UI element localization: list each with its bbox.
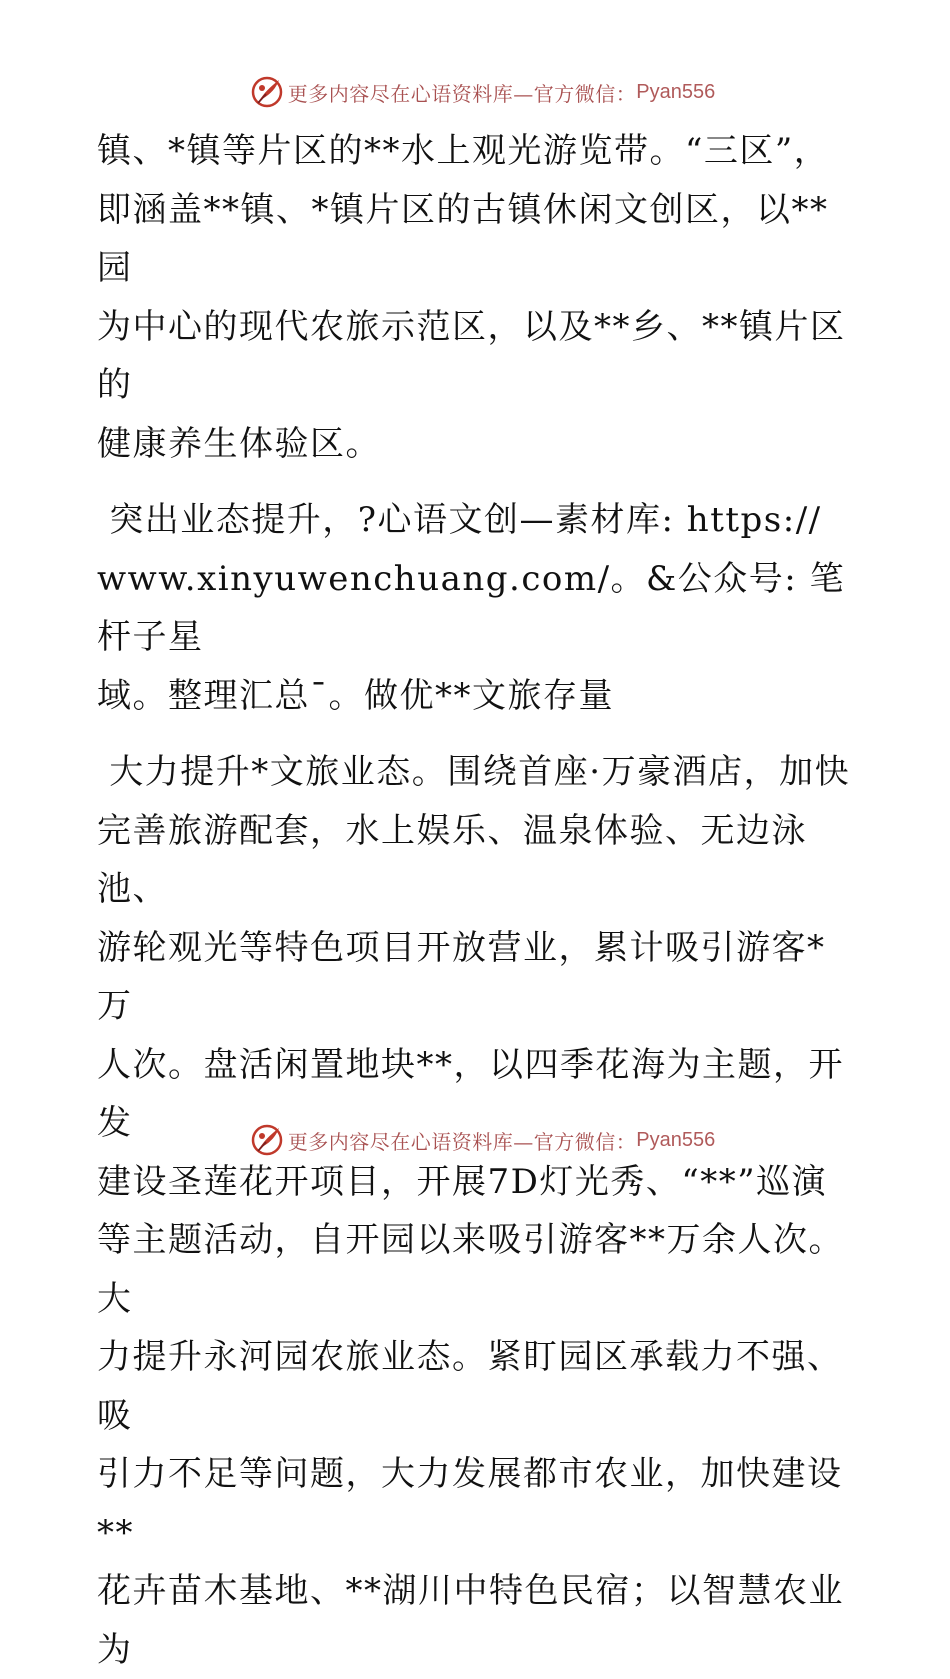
footer-banner-content bbox=[250, 1123, 715, 1157]
text-line: www.xinyuwenchuang.com/。&公众号: 笔杆子星 bbox=[97, 558, 846, 657]
text-line: 大力提升*文旅业态。围绕首座·万豪酒店，加快 bbox=[97, 752, 851, 792]
text-line: 域。整理汇总¯。做优**文旅存量 bbox=[97, 675, 614, 716]
text-line: 建设圣莲花开项目，开展7D灯光秀、“**”巡演 bbox=[97, 1161, 828, 1202]
text-line: 花卉苗木基地、**湖川中特色民宿；以智慧农业为 bbox=[97, 1571, 844, 1670]
paragraph-2 bbox=[97, 491, 857, 725]
text-line: 镇、*镇等片区的**水上观光游览带。“三区”， bbox=[97, 131, 830, 171]
feather-quill-logo-icon bbox=[250, 75, 284, 109]
paragraph-1 bbox=[97, 122, 857, 473]
text-line: 突出业态提升，?心语文创—素材库: https:// bbox=[97, 500, 822, 540]
header-banner-text: 更多内容尽在心语资料库—官方微信： bbox=[287, 81, 637, 106]
header-banner bbox=[0, 72, 950, 112]
paragraph-3 bbox=[97, 743, 857, 1679]
text-line: 游轮观光等特色项目开放营业，累计吸引游客*万 bbox=[97, 927, 826, 1026]
text-line: 等主题活动，自开园以来吸引游客**万余人次。大 bbox=[97, 1220, 844, 1319]
footer-banner bbox=[0, 1120, 950, 1160]
header-wechat-id: Pyan556 bbox=[636, 80, 716, 103]
text-line: 即涵盖**镇、*镇片区的古镇休闲文创区，以**园 bbox=[97, 189, 829, 288]
text-line: 力提升永河园农旅业态。紧盯园区承载力不强、吸 bbox=[97, 1337, 843, 1436]
feather-quill-logo-icon bbox=[250, 1123, 284, 1157]
header-banner-content bbox=[250, 75, 715, 109]
text-line: 引力不足等问题，大力发展都市农业，加快建设** bbox=[97, 1454, 843, 1553]
text-line: 人次。盘活闲置地块**，以四季花海为主题，开发 bbox=[97, 1044, 844, 1143]
text-line: 健康养生体验区。 bbox=[97, 423, 381, 464]
text-line: 为中心的现代农旅示范区，以及**乡、**镇片区的 bbox=[97, 306, 846, 405]
text-line: 完善旅游配套，水上娱乐、温泉体验、无边泳池、 bbox=[97, 810, 807, 909]
footer-banner-text: 更多内容尽在心语资料库—官方微信： bbox=[287, 1129, 637, 1154]
document-body bbox=[97, 122, 857, 1679]
footer-wechat-id: Pyan556 bbox=[636, 1128, 716, 1151]
